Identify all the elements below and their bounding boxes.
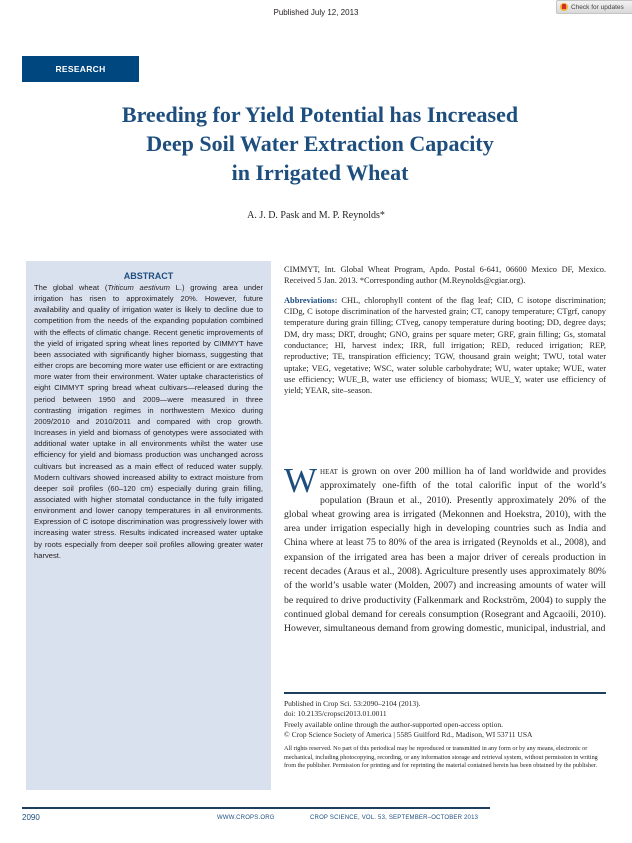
- body-text: [284, 461, 606, 637]
- check-for-updates-button[interactable]: [556, 0, 632, 14]
- footer-divider-right: [22, 807, 490, 809]
- small-caps-lead: heat: [320, 466, 338, 477]
- section-label: RESEARCH: [22, 56, 139, 82]
- publication-info: [284, 699, 606, 740]
- abstract-text-rest: L.) growing area under irrigation has risen to approximately 20%. However, future availability and quality of irrigation water is likely to decline due to competition from the needs of the expanding population combined with the effects of climatic change. Recent genetic improvements of the yield of irrigated spring wheat lines reported by CIMMYT have been associated with significantly higher biomass, suggesting that either crops are becoming more water use efficient or are extracting more water from their environment. Water uptake characteristics of eight CIMMYT spring bread wheat cultivars—released during the period between 1950 and 2009—were measured in three contrasting irrigation regimes in northwestern Mexico during 2009/2010 and 2010/2011 and compared with crop growth. Increases in yield and biomass of genotypes were associated with additional water uptake in all environments whilst the water use efficiency for yield and biomass production was unchanged across cultivars but increased as a main effect of reduced water supply. Modern cultivars showed increased ability to extract moisture from deeper soil profiles (60–120 cm) especially during grain filling, associated with higher stomatal conductance in the fully irrigated environment and lower canopy temperatures in all environments. Expression of C isotope discrimination was progressively lower with increasing water stress. Results indicated increased water uptake by roots especially from deeper soil profiles allowing greater water harvest.: [34, 283, 263, 560]
- right-column-front-matter: [284, 264, 606, 397]
- rights-statement: All rights reserved. No part of this periodical may be reproduced or transmitted in any form or by any means, electronic or mechanical, including photocopying, recording, or any information storage and retrieval system, without permission in writing from the publisher. Permission for printing and for reprinting the material contained herein has been obtained by the publisher.: [284, 745, 598, 770]
- check-for-updates-label: Check for updates: [571, 3, 624, 11]
- title-line: Deep Soil Water Extraction Capacity: [146, 131, 494, 156]
- title-line: Breeding for Yield Potential has Increased: [121, 102, 519, 127]
- copyright: © Crop Science Society of America | 5585 Guilford Rd., Madison, WI 53711 USA: [284, 729, 533, 739]
- abbreviations-heading: Abbreviations:: [284, 295, 338, 305]
- abbreviations-text: CHL, chlorophyll content of the flag leaf; CID, C isotope discrimination; CIDg, C isotope discrimination of the harvested grain; CT, canopy temperature; CTgrf, canopy temperature during grain filling; CTveg, canopy temperature during booting; DD, degree days; DM, dry mass; DRT, drought; GNO, grains per square meter; GRF, grain filling; Gs, stomatal conductance; HI, harvest index; IRR, full irrigation; RED, reduced irrigation; REP, reproductive; TE, transpiration efficiency; TGW, thousand grain weight; TWU, total water uptake; VEG, vegetative; WSC, water soluble carbohydrate; WU, water uptake; WUE, water use efficiency; WUE_B, water use efficiency of biomass; WUE_Y, water use efficiency of yield; YEAR, site–season.: [284, 295, 606, 396]
- published-date: Published July 12, 2013: [273, 8, 359, 17]
- drop-cap: W: [284, 461, 318, 500]
- citation: Published in Crop Sci. 53:2090–2104 (2013).: [284, 699, 421, 708]
- body-paragraph: is grown on over 200 million ha of land worldwide and provides approximately one-fifth of the total calorific input of the world’s population (Braun et al., 2010). Presently approximately 20% of the global wheat growing area is irrigated (Mekonnen and Hoekstra, 2010), with the area under irrigation especially high in developing countries such as India and China where at least 75 to 80% of the area is irrigated (Reynolds et al., 2008), and expansion of the irrigated area has been a major driver of cereals production in recent decades (Araus et al., 2008). Agriculture presently uses approximately 80% of the world’s usable water (Molden, 2007) and increasing amounts of water will be required to drive productivity (Falkenmark and Rockström, 2004) to supply the continued global demand for cereals consumption (Rosegrant and Agcaoili, 2010). However, simultaneous demand from growing domestic, municipal, industrial, and: [284, 466, 606, 635]
- article-title: [40, 100, 600, 187]
- open-access-note: Freely available online through the author-supported open-access option.: [284, 719, 503, 729]
- species-name: Triticum aestivum: [107, 283, 170, 292]
- affiliation: CIMMYT, Int. Global Wheat Program, Apdo. Postal 6-641, 06600 Mexico DF, Mexico. Received 5 Jan. 2013. *Corresponding author (M.Reynolds@cgiar.org).: [284, 265, 606, 286]
- page-number: 2090: [22, 813, 40, 822]
- journal-issue: CROP SCIENCE, VOL. 53, SEPTEMBER–OCTOBER 2013: [310, 815, 479, 821]
- publication-info-divider: [284, 692, 606, 694]
- abstract-text-start: The global wheat (: [34, 283, 108, 292]
- abbreviations: [284, 295, 606, 397]
- abstract-heading: ABSTRACT: [123, 271, 174, 281]
- abstract-text: [34, 282, 263, 561]
- journal-website-link[interactable]: WWW.CROPS.ORG: [217, 815, 275, 821]
- bookmark-icon: [560, 3, 568, 11]
- abstract-box: [26, 261, 271, 790]
- title-line: in Irrigated Wheat: [231, 160, 409, 185]
- authors: A. J. D. Pask and M. P. Reynolds*: [247, 210, 385, 221]
- doi[interactable]: doi: 10.2135/cropsci2013.01.0011: [284, 709, 387, 719]
